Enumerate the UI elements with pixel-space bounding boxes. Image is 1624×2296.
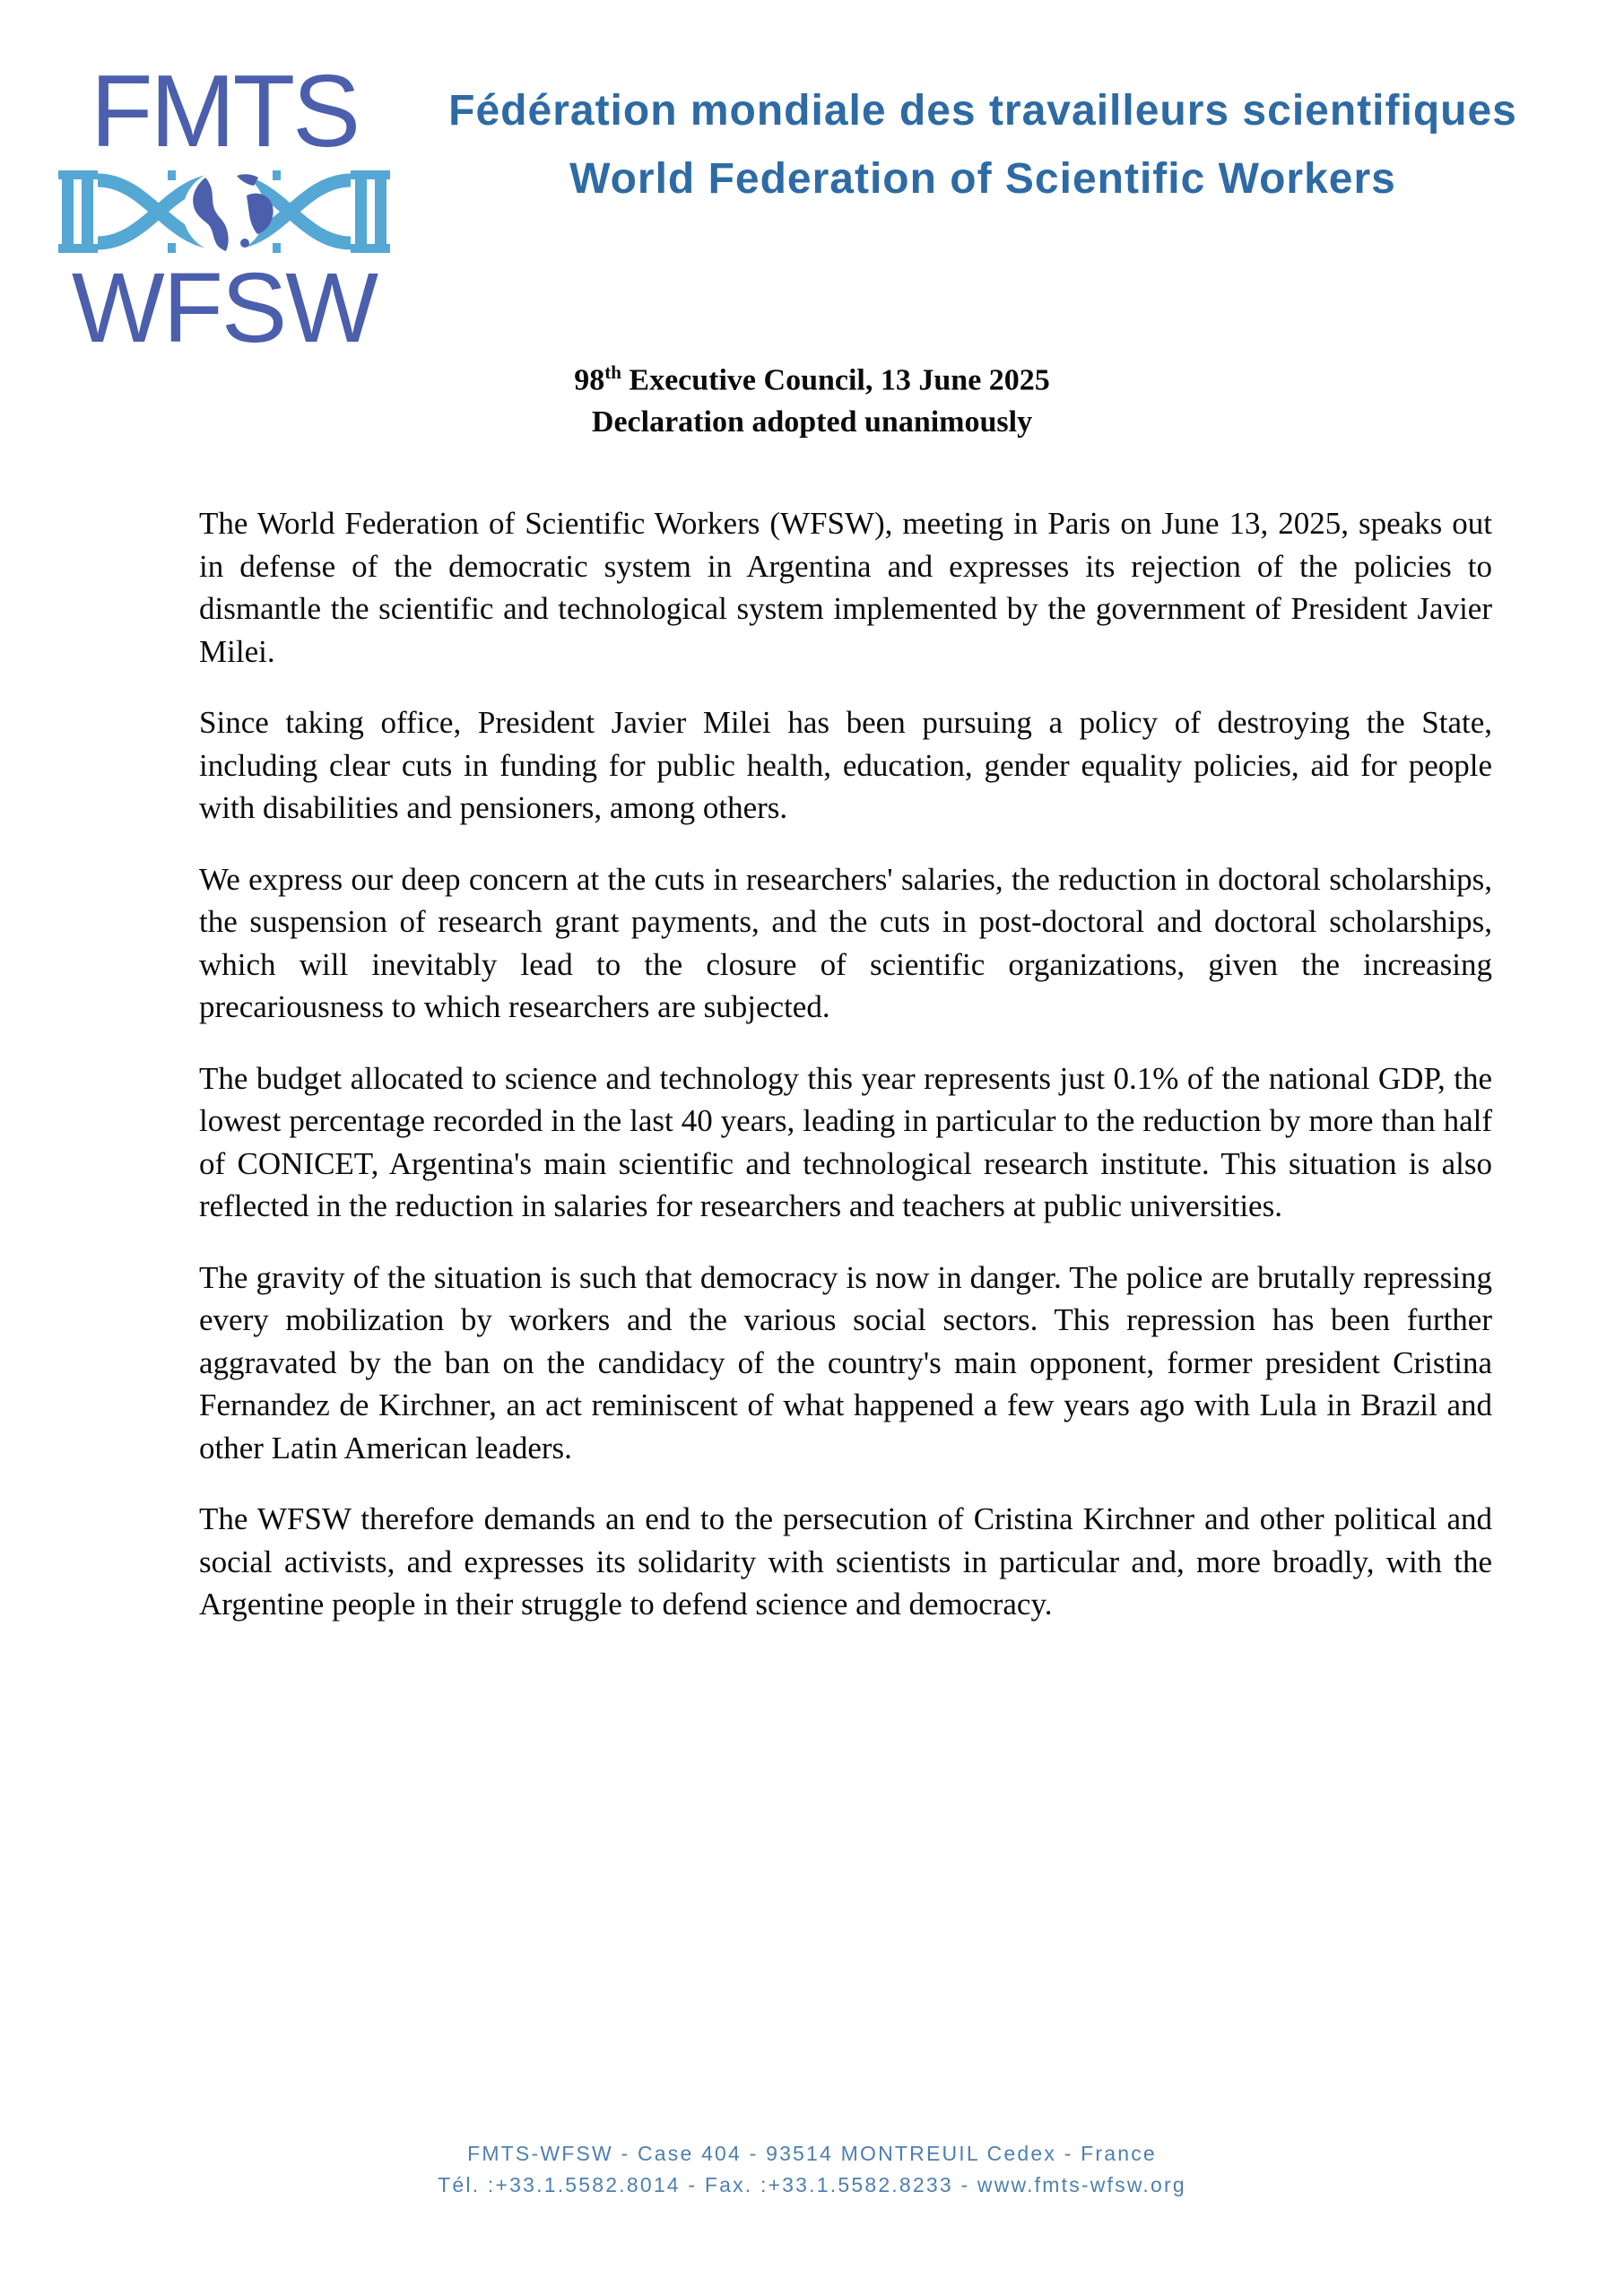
- org-name-english: World Federation of Scientific Workers: [569, 155, 1396, 203]
- paragraph: The gravity of the situation is such that democracy is now in danger. The police are brutally repressing every mobilization by workers and the various social sectors. This repression has been further aggravated by the ban on the candidacy of the country's main opponent, former president Cristina Fernandez de Kirchner, an act reminiscent of what happened a few years ago with Lula in Brazil and other Latin American leaders.: [199, 1259, 1492, 1465]
- paragraph: We express our deep concern at the cuts in researchers' salaries, the reduction in doctoral scholarships, the suspension of research grant payments, and the cuts in post-doctoral and doctoral scholarships, which will inevitably lead to the closure of scientific organizations, given the increasing precariousness to which researchers are subjected.: [199, 861, 1492, 1024]
- footer-address: FMTS-WFSW - Case 404 - 93514 MONTREUIL Cedex - France: [467, 2142, 1157, 2165]
- paragraph: The World Federation of Scientific Workers (WFSW), meeting in Paris on June 13, 2025, speaks out in defense of the democratic system in Argentina and expresses its rejection of the policies to dismantle the scientific and technological system implemented by the government of President Javier Milei.: [199, 506, 1492, 669]
- page-footer: [0, 2138, 1624, 2201]
- org-name-french: Fédération mondiale des travailleurs scientifiques: [448, 87, 1517, 135]
- logo-fmts-text: FMTS: [90, 55, 359, 169]
- title-line-2: Declaration adopted unanimously: [591, 405, 1033, 439]
- dna-globe-icon: [52, 169, 396, 255]
- title-number: 98: [574, 363, 605, 397]
- organisation-names: [350, 77, 1616, 213]
- paragraph: The WFSW therefore demands an end to the persecution of Cristina Kirchner and other political and social activists, and expresses its solidarity with scientists in particular and, more broadly, with the Argentine people in their struggle to defend science and democracy.: [199, 1501, 1492, 1622]
- title-ordinal-suffix: th: [604, 361, 621, 383]
- declaration-body: [199, 502, 1492, 1655]
- title-rest: Executive Council, 13 June 2025: [621, 363, 1050, 397]
- logo-wfsw-text: WFSW: [71, 253, 378, 363]
- footer-contact: Tél. :+33.1.5582.8014 - Fax. :+33.1.5582.8233 - www.fmts-wfsw.org: [438, 2173, 1186, 2196]
- paragraph: The budget allocated to science and technology this year represents just 0.1% of the national GDP, the lowest percentage recorded in the last 40 years, leading in particular to the reduction by more than half of CONICET, Argentina's main scientific and technological research institute. This situation is also reflected in the reduction in salaries for researchers and teachers at public universities.: [199, 1060, 1492, 1223]
- title-line-1: [0, 352, 1624, 401]
- wfsw-logo: [52, 55, 396, 363]
- document-title: [0, 352, 1624, 443]
- paragraph: Since taking office, President Javier Milei has been pursuing a policy of destroying the State, including clear cuts in funding for public health, education, gender equality policies, aid for people with disabilities and pensioners, among others.: [199, 705, 1492, 825]
